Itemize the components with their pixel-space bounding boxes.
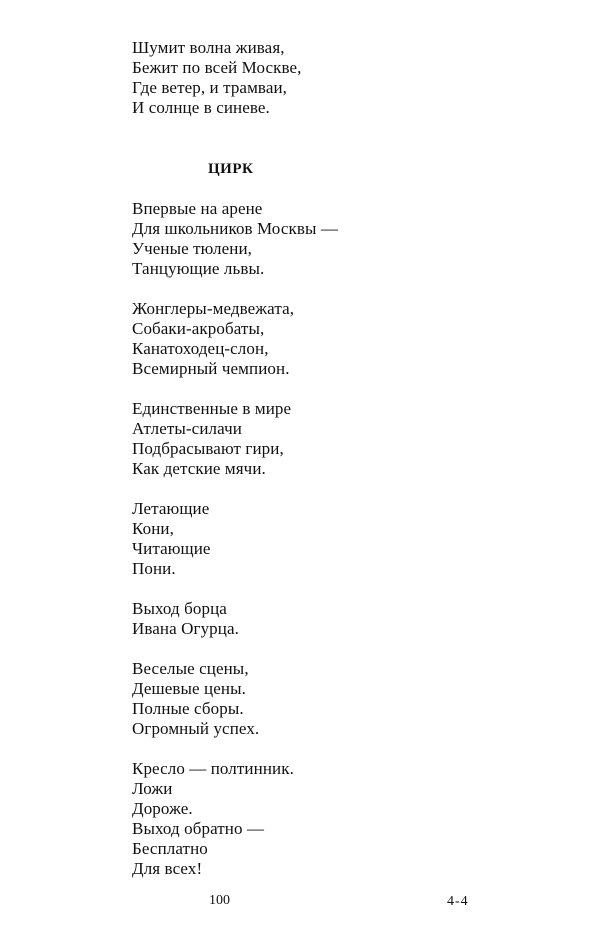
printer-signature-mark: 4-4 bbox=[447, 894, 469, 909]
poem-line: Канатоходец-слон, bbox=[132, 339, 269, 358]
poem-line: Собаки-акробаты, bbox=[132, 319, 265, 338]
poem-line: Ивана Огурца. bbox=[132, 619, 239, 638]
poem-line: Жонглеры-медвежата, bbox=[132, 299, 295, 318]
stanza-7 bbox=[132, 759, 294, 879]
poem-line: Полные сборы. bbox=[132, 699, 244, 718]
poem-line: Ученые тюлени, bbox=[132, 239, 253, 258]
stanza-5 bbox=[132, 599, 239, 639]
poem-line: Летающие bbox=[132, 499, 210, 518]
poem-line: Веселые сцены, bbox=[132, 659, 249, 678]
poem-line: Атлеты-силачи bbox=[132, 419, 242, 438]
intro-stanza bbox=[132, 38, 302, 118]
stanza-3 bbox=[132, 399, 291, 479]
poem-line: Бежит по всей Москве, bbox=[132, 58, 302, 77]
poem-line: Всемирный чемпион. bbox=[132, 359, 290, 378]
poem-title: ЦИРК bbox=[208, 161, 254, 177]
poem-line: Читающие bbox=[132, 539, 211, 558]
poem-line: Впервые на арене bbox=[132, 199, 263, 218]
poem-line: Дешевые цены. bbox=[132, 679, 246, 698]
stanza-4 bbox=[132, 499, 211, 579]
page-number: 100 bbox=[209, 893, 230, 908]
poem-line: Огромный успех. bbox=[132, 719, 260, 738]
poem-line: Кресло — полтинник. bbox=[132, 759, 294, 778]
poem-line: Бесплатно bbox=[132, 839, 208, 858]
poem-line: Дороже. bbox=[132, 799, 193, 818]
poem-line: Выход обратно — bbox=[132, 819, 265, 838]
stanza-6 bbox=[132, 659, 259, 739]
poem-line: Где ветер, и трамваи, bbox=[132, 78, 288, 97]
poem-line: Ложи bbox=[132, 779, 173, 798]
poem-line: Для школьников Москвы — bbox=[132, 219, 338, 238]
poem-line: Кони, bbox=[132, 519, 174, 538]
poem-line: Единственные в мире bbox=[132, 399, 292, 418]
poem-line: Подбрасывают гири, bbox=[132, 439, 284, 458]
stanza-1 bbox=[132, 199, 338, 279]
poem-line: Танцующие львы. bbox=[132, 259, 265, 278]
poem-line: Как детские мячи. bbox=[132, 459, 266, 478]
stanza-2 bbox=[132, 299, 294, 379]
poem-line: Выход борца bbox=[132, 599, 227, 618]
poem-line: И солнце в синеве. bbox=[132, 98, 270, 117]
poem-line: Пони. bbox=[132, 559, 176, 578]
poem-line: Для всех! bbox=[132, 859, 203, 878]
poem-line: Шумит волна живая, bbox=[132, 38, 285, 57]
